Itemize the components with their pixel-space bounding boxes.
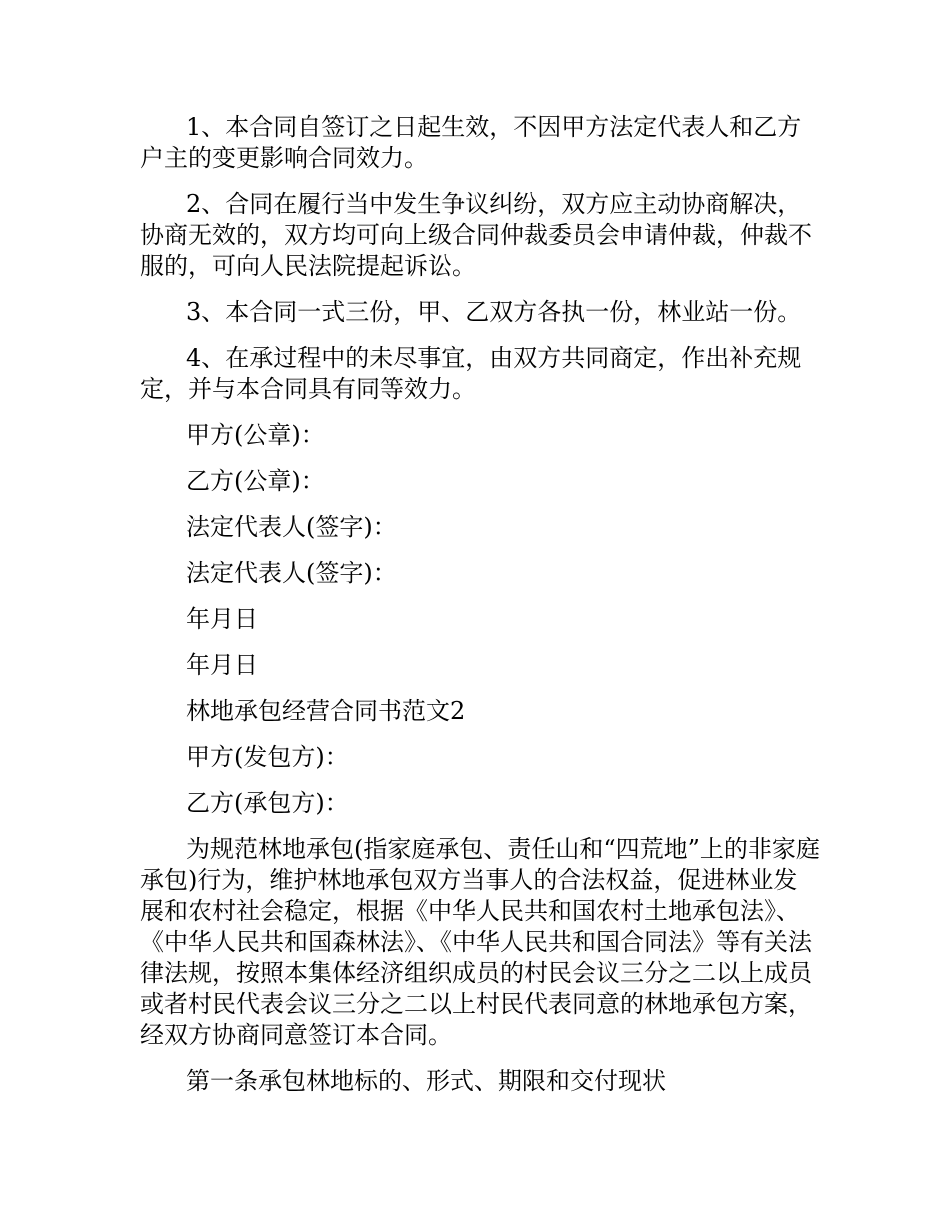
legal-rep-signature-line-a: 法定代表人(签字)： xyxy=(186,513,397,541)
date-line-a: 年月日 xyxy=(186,605,258,633)
party-a-seal-line: 甲方(公章)： xyxy=(186,421,325,449)
clause-supplementary: 4、在承过程中的未尽事宜，由双方共同商定，作出补充规定，并与本合同具有同等效力。 xyxy=(140,344,802,403)
section-title: 林地承包经营合同书范文2 xyxy=(186,697,466,725)
legal-rep-signature-line-b: 法定代表人(签字)： xyxy=(186,559,397,587)
preamble-paragraph: 为规范林地承包(指家庭承包、责任山和“四荒地”上的非家庭承包)行为，维护林地承包双方当事人的合法权益，促进林业发展和农村社会稳定，根据《中华人民共和国农村土地承包法》、《中华人民共和国森林法》、《中华人民共和国合同法》等有关法律法规，按照本集体经济组织成员的村民会议三分之二以上成员或者村民代表会议三分之二以上村民代表同意的林地承包方案，经双方协商同意签订本合同。 xyxy=(140,835,820,1049)
document-body xyxy=(140,112,820,1112)
date-line-b: 年月日 xyxy=(186,651,258,679)
party-b-seal-line: 乙方(公章)： xyxy=(186,467,325,495)
clause-copies: 3、本合同一式三份，甲、乙双方各执一份，林业站一份。 xyxy=(186,298,802,326)
article-one-heading: 第一条承包林地标的、形式、期限和交付现状 xyxy=(186,1067,666,1095)
party-a-label: 甲方(发包方)： xyxy=(186,743,349,771)
clause-dispute-resolution: 2、合同在履行当中发生争议纠纷，双方应主动协商解决，协商无效的，双方均可向上级合同仲裁委员会申请仲裁，仲裁不服的，可向人民法院提起诉讼。 xyxy=(140,190,812,280)
party-b-label: 乙方(承包方)： xyxy=(186,789,349,817)
clause-effective-date: 1、本合同自签订之日起生效，不因甲方法定代表人和乙方户主的变更影响合同效力。 xyxy=(140,113,802,172)
